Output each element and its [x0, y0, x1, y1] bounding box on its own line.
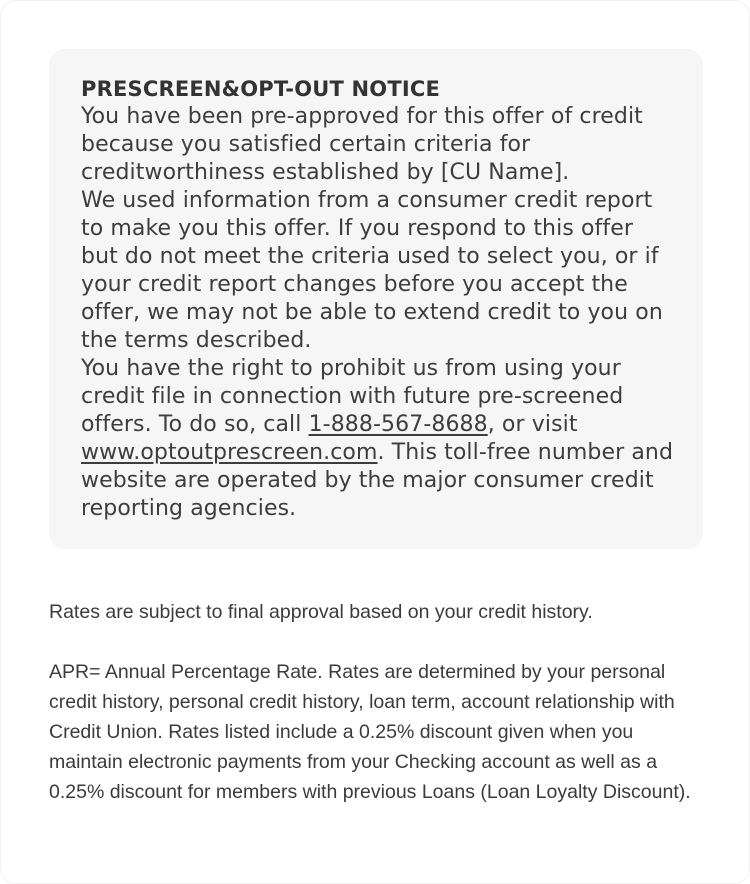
prescreen-notice-box	[49, 49, 703, 549]
notice-paragraph-opt-out	[81, 355, 673, 523]
disclaimers-section	[49, 597, 699, 837]
opt-out-text-end: . This toll-free number and website are operated by the major consumer credit reporting agencies.	[81, 440, 674, 521]
notice-paragraph-credit-report: We used information from a consumer credit report to make you this offer. If you respond to this offer but do not meet the criteria used to select you, or if your credit report changes before you accept the offer, we may not be able to extend credit to you on the terms described.	[81, 188, 663, 353]
rates-approval-note: Rates are subject to final approval based on your credit history.	[49, 601, 593, 623]
opt-out-text-start: You have the right to prohibit us from using your credit file in connection with future pre-screened offers. To do so, call	[81, 356, 624, 437]
phone-link[interactable]: 1-888-567-8688	[308, 412, 488, 437]
opt-out-text-middle: , or visit	[487, 412, 578, 437]
optout-website-link[interactable]: www.optoutprescreen.com	[81, 440, 378, 465]
notice-title: PRESCREEN&OPT-OUT NOTICE	[81, 77, 441, 101]
notice-paragraph-preapproved: You have been pre-approved for this offer of credit because you satisfied certain criteria for creditworthiness established by [CU Name].	[81, 104, 643, 185]
apr-note: APR= Annual Percentage Rate. Rates are determined by your personal credit history, personal credit history, loan term, account relationship with Credit Union. Rates listed include a 0.25% discount given when you maintain electronic payments from your Checking account as well as a 0.25% discount for members with previous Loans (Loan Loyalty Discount).	[49, 661, 691, 803]
